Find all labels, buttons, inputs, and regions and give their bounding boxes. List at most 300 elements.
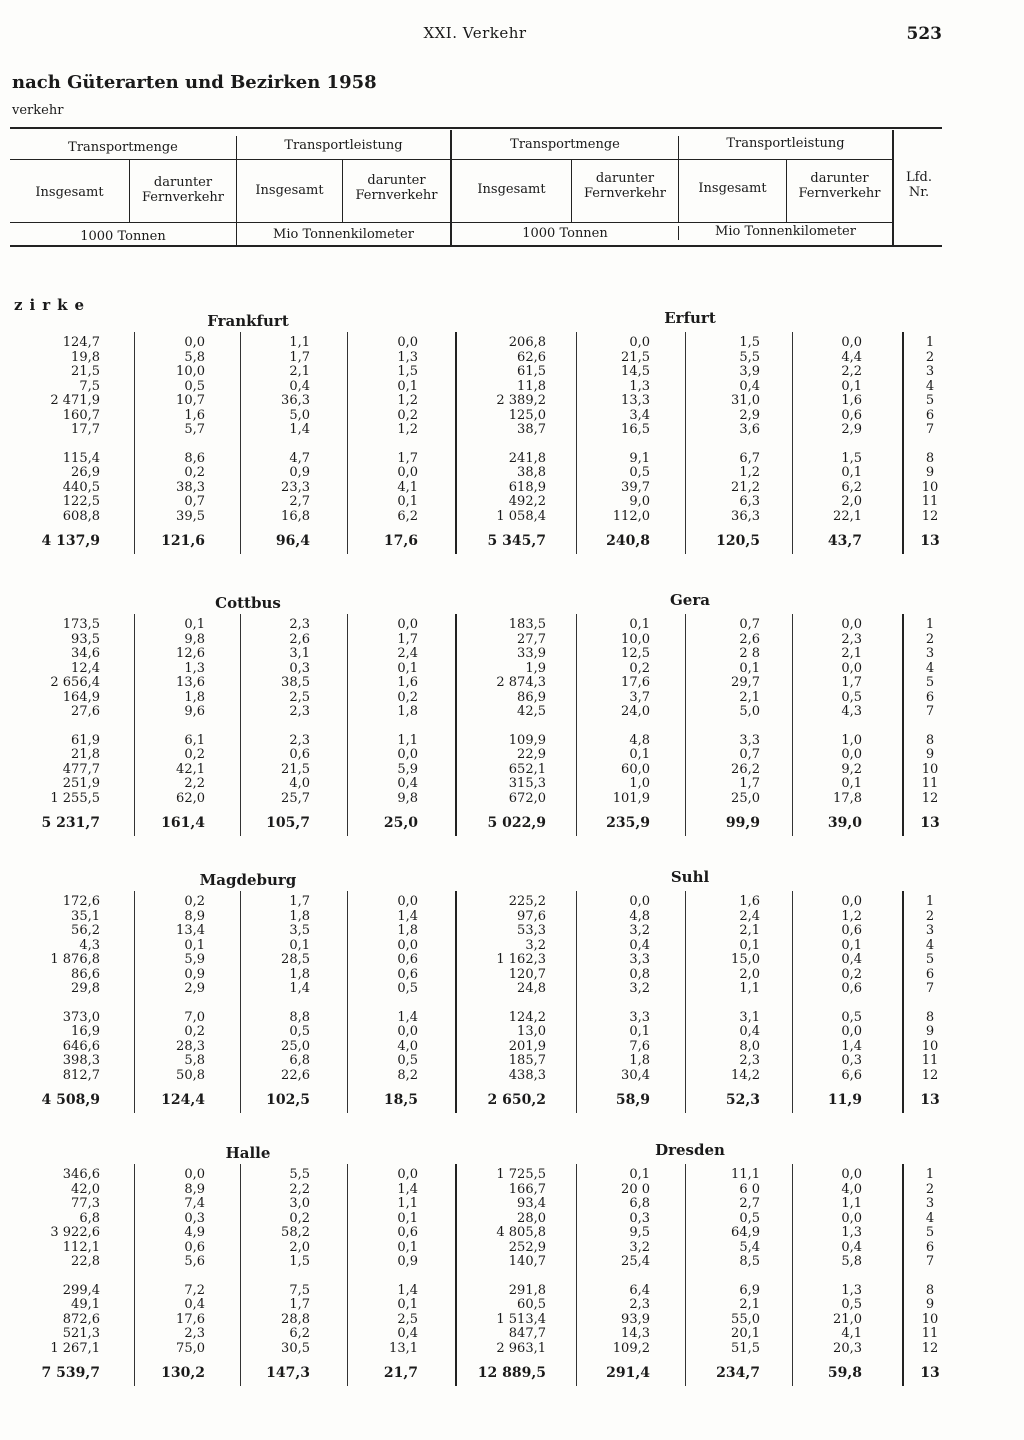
column-divider bbox=[902, 1164, 904, 1386]
table-cell: 39,5 bbox=[176, 508, 205, 524]
header-transportmenge: Transportmenge bbox=[68, 140, 178, 155]
table-cell: 10,7 bbox=[176, 393, 205, 408]
lfd-number: 4 bbox=[925, 937, 935, 953]
lfd-number: 3 bbox=[925, 364, 935, 379]
table-cell: 847,7 bbox=[508, 1326, 546, 1341]
header-transportmenge: Transportmenge bbox=[510, 137, 620, 152]
table-cell: 22,8 bbox=[71, 1254, 100, 1269]
table-cell: 6,2 bbox=[841, 479, 862, 495]
table-cell: 315,3 bbox=[508, 776, 546, 791]
row-spacer bbox=[215, 438, 310, 452]
table-cell: 1,3 bbox=[184, 660, 205, 676]
region-section bbox=[0, 868, 1024, 1121]
table-cell: 812,7 bbox=[62, 1067, 100, 1083]
header-darunter: darunter bbox=[367, 173, 426, 188]
table-cell: 2 963,1 bbox=[496, 1340, 546, 1356]
table-cell: 3,2 bbox=[629, 923, 650, 938]
header-fernverkehr: Fernverkehr bbox=[142, 190, 224, 205]
table-cell: 9,6 bbox=[184, 704, 205, 719]
header-bottom-rule bbox=[10, 245, 942, 247]
table-cell: 7,6 bbox=[629, 1038, 650, 1054]
total-cell: 39,0 bbox=[827, 815, 862, 831]
header-darunter: darunter bbox=[153, 175, 213, 190]
table-cell: 7,4 bbox=[184, 1196, 205, 1211]
lfd-number: 2 bbox=[925, 349, 935, 365]
table-cell: 58,2 bbox=[281, 1225, 310, 1240]
table-cell: 672,0 bbox=[508, 790, 546, 806]
total-cell: 21,7 bbox=[383, 1365, 418, 1381]
data-column bbox=[110, 895, 205, 1108]
table-cell: 120,7 bbox=[508, 966, 546, 982]
table-cell: 0,4 bbox=[289, 378, 310, 394]
table-cell: 0,6 bbox=[397, 966, 418, 982]
table-cell: 0,0 bbox=[397, 335, 418, 350]
data-column bbox=[767, 336, 862, 549]
table-cell: 0,7 bbox=[184, 494, 205, 509]
table-cell: 2 8 bbox=[739, 646, 760, 661]
total-cell: 58,9 bbox=[615, 1092, 650, 1108]
table-cell: 173,5 bbox=[62, 617, 100, 632]
table-cell: 241,8 bbox=[508, 450, 546, 466]
table-cell: 19,8 bbox=[71, 349, 100, 365]
region-name-left: Cottbus bbox=[215, 594, 281, 612]
header-fernverkehr: Fernverkehr bbox=[355, 188, 438, 203]
region-name-right: Dresden bbox=[655, 1141, 725, 1159]
table-cell: 251,9 bbox=[62, 776, 100, 791]
table-cell: 2,3 bbox=[841, 631, 862, 647]
table-cell: 9,5 bbox=[629, 1225, 650, 1240]
table-cell: 3,5 bbox=[289, 923, 310, 938]
table-cell: 0,0 bbox=[841, 617, 862, 632]
table-cell: 1,9 bbox=[525, 660, 546, 676]
header-darunter-fernverkehr bbox=[343, 173, 450, 203]
table-cell: 438,3 bbox=[508, 1067, 546, 1083]
table-cell: 2,7 bbox=[739, 1196, 760, 1211]
table-cell: 75,0 bbox=[176, 1340, 205, 1356]
running-title: XXI. Verkehr bbox=[423, 24, 527, 42]
table-cell: 28,0 bbox=[517, 1210, 546, 1226]
table-cell: 1,1 bbox=[841, 1196, 862, 1211]
table-cell: 4,3 bbox=[841, 704, 862, 719]
table-cell: 1,2 bbox=[739, 465, 760, 480]
table-cell: 2,2 bbox=[841, 364, 862, 379]
table-cell: 0,5 bbox=[841, 1009, 862, 1025]
table-cell: 3,2 bbox=[629, 981, 650, 996]
table-cell: 21,2 bbox=[731, 479, 760, 495]
total-cell: 120,5 bbox=[716, 533, 760, 549]
lfd-number: 11 bbox=[921, 1326, 939, 1341]
table-cell: 11,1 bbox=[731, 1167, 760, 1182]
lfd-column bbox=[910, 336, 950, 549]
total-cell: 43,7 bbox=[827, 533, 862, 549]
table-cell: 38,8 bbox=[517, 465, 546, 480]
row-spacer bbox=[5, 1270, 100, 1284]
table-cell: 183,5 bbox=[508, 617, 546, 632]
table-cell: 0,0 bbox=[841, 894, 862, 909]
lfd-column bbox=[910, 895, 950, 1108]
table-cell: 3 922,6 bbox=[50, 1225, 100, 1240]
table-cell: 5,0 bbox=[289, 407, 310, 423]
table-cell: 0,1 bbox=[397, 1239, 418, 1255]
table-cell: 2,3 bbox=[289, 732, 310, 748]
lfd-number: 4 bbox=[925, 660, 935, 676]
table-cell: 0,6 bbox=[841, 923, 862, 938]
table-cell: 1,1 bbox=[397, 1196, 418, 1211]
table-cell: 1,4 bbox=[397, 1181, 418, 1197]
lfd-number: 5 bbox=[925, 1225, 935, 1240]
table-cell: 22,6 bbox=[281, 1067, 310, 1083]
table-cell: 6,2 bbox=[397, 508, 418, 524]
table-cell: 0,0 bbox=[841, 660, 862, 676]
lfd-total: 13 bbox=[920, 1365, 940, 1381]
table-cell: 6,7 bbox=[739, 450, 760, 466]
table-cell: 5,8 bbox=[184, 1053, 205, 1068]
table-cell: 2 389,2 bbox=[496, 393, 546, 408]
lfd-number: 8 bbox=[925, 732, 935, 748]
table-cell: 12,6 bbox=[176, 646, 205, 661]
table-cell: 7,5 bbox=[79, 378, 100, 394]
lfd-number: 4 bbox=[925, 378, 935, 394]
lfd-number: 6 bbox=[925, 966, 935, 982]
table-cell: 1,7 bbox=[289, 894, 310, 909]
table-cell: 8,0 bbox=[739, 1038, 760, 1054]
table-cell: 6,6 bbox=[841, 1067, 862, 1083]
data-column bbox=[215, 618, 310, 831]
table-cell: 8,6 bbox=[184, 450, 205, 466]
lfd-number: 10 bbox=[921, 1038, 939, 1054]
table-cell: 0,5 bbox=[397, 981, 418, 996]
total-cell: 234,7 bbox=[716, 1365, 760, 1381]
lfd-number: 12 bbox=[921, 1340, 939, 1356]
table-cell: 0,0 bbox=[397, 894, 418, 909]
table-cell: 4 805,8 bbox=[496, 1225, 546, 1240]
table-cell: 5,0 bbox=[739, 704, 760, 719]
table-cell: 0,5 bbox=[184, 378, 205, 394]
column-divider bbox=[902, 614, 904, 836]
table-cell: 5,9 bbox=[184, 952, 205, 967]
row-spacer bbox=[665, 438, 760, 452]
table-cell: 2,9 bbox=[739, 407, 760, 423]
header-insgesamt: Insgesamt bbox=[477, 182, 546, 197]
row-spacer bbox=[323, 1270, 418, 1284]
total-cell: 121,6 bbox=[161, 533, 205, 549]
header-insgesamt: Insgesamt bbox=[35, 185, 104, 200]
lfd-number: 7 bbox=[925, 422, 935, 437]
table-cell: 124,2 bbox=[508, 1009, 546, 1025]
table-cell: 0,1 bbox=[289, 937, 310, 953]
table-cell: 1,3 bbox=[629, 378, 650, 394]
region-section bbox=[0, 1141, 1024, 1394]
table-cell: 0,1 bbox=[629, 617, 650, 632]
table-cell: 1,3 bbox=[841, 1282, 862, 1298]
table-cell: 60,0 bbox=[621, 761, 650, 777]
table-cell: 0,4 bbox=[739, 378, 760, 394]
total-cell: 2 650,2 bbox=[487, 1092, 546, 1108]
table-cell: 2,5 bbox=[289, 689, 310, 705]
table-cell: 31,0 bbox=[731, 393, 760, 408]
table-cell: 1,6 bbox=[184, 407, 205, 423]
table-cell: 608,8 bbox=[62, 508, 100, 524]
table-cell: 93,4 bbox=[517, 1196, 546, 1211]
table-cell: 0,6 bbox=[184, 1239, 205, 1255]
header-nr: Nr. bbox=[908, 185, 930, 200]
table-cell: 346,6 bbox=[62, 1167, 100, 1182]
table-cell: 2,1 bbox=[739, 689, 760, 705]
table-cell: 6,1 bbox=[184, 732, 205, 748]
total-cell: 147,3 bbox=[266, 1365, 310, 1381]
table-cell: 172,6 bbox=[62, 894, 100, 909]
data-column bbox=[555, 1168, 650, 1381]
total-cell: 130,2 bbox=[161, 1365, 205, 1381]
table-cell: 6,8 bbox=[289, 1053, 310, 1068]
table-cell: 25,7 bbox=[281, 790, 310, 806]
table-cell: 2,1 bbox=[289, 364, 310, 379]
table-title: nach Güterarten und Bezirken 1958 bbox=[12, 72, 377, 93]
table-cell: 5,6 bbox=[184, 1254, 205, 1269]
table-cell: 28,3 bbox=[176, 1038, 205, 1054]
table-cell: 6,4 bbox=[629, 1282, 650, 1298]
lfd-number: 11 bbox=[921, 776, 939, 791]
table-cell: 1 725,5 bbox=[496, 1167, 546, 1182]
table-cell: 25,0 bbox=[281, 1038, 310, 1054]
lfd-total: 13 bbox=[920, 533, 940, 549]
table-cell: 13,3 bbox=[621, 393, 650, 408]
table-cell: 42,0 bbox=[71, 1181, 100, 1197]
data-column bbox=[555, 336, 650, 549]
row-spacer bbox=[767, 997, 862, 1011]
table-cell: 0,1 bbox=[629, 1024, 650, 1039]
table-cell: 60,5 bbox=[517, 1297, 546, 1312]
table-cell: 4,8 bbox=[629, 732, 650, 748]
table-cell: 398,3 bbox=[62, 1053, 100, 1068]
table-cell: 0,2 bbox=[184, 1024, 205, 1039]
table-cell: 0,5 bbox=[739, 1210, 760, 1226]
table-cell: 4,1 bbox=[397, 479, 418, 495]
table-cell: 12,5 bbox=[621, 646, 650, 661]
row-spacer bbox=[323, 438, 418, 452]
table-cell: 61,9 bbox=[71, 732, 100, 748]
table-cell: 2,0 bbox=[841, 494, 862, 509]
total-cell: 5 345,7 bbox=[487, 533, 546, 549]
lfd-number: 5 bbox=[925, 393, 935, 408]
row-spacer bbox=[555, 1270, 650, 1284]
table-cell: 1 513,4 bbox=[496, 1311, 546, 1327]
table-cell: 0,1 bbox=[739, 660, 760, 676]
table-cell: 0,2 bbox=[289, 1210, 310, 1226]
table-cell: 21,5 bbox=[621, 349, 650, 365]
table-cell: 0,0 bbox=[841, 1210, 862, 1226]
table-cell: 33,9 bbox=[517, 646, 546, 661]
table-cell: 0,2 bbox=[184, 465, 205, 480]
row-spacer bbox=[665, 1270, 760, 1284]
table-cell: 0,1 bbox=[397, 1210, 418, 1226]
unit-tonnen: 1000 Tonnen bbox=[80, 229, 166, 244]
lfd-number: 11 bbox=[921, 494, 939, 509]
table-cell: 4,4 bbox=[841, 349, 862, 365]
header-top-rule bbox=[10, 127, 942, 129]
data-column bbox=[767, 895, 862, 1108]
data-column bbox=[451, 336, 546, 549]
lfd-number: 7 bbox=[925, 1254, 935, 1269]
table-cell: 12,4 bbox=[71, 660, 100, 676]
table-cell: 0,0 bbox=[629, 335, 650, 350]
table-cell: 1,7 bbox=[397, 450, 418, 466]
table-cell: 1,2 bbox=[397, 422, 418, 437]
lfd-number: 2 bbox=[925, 631, 935, 647]
table-cell: 26,9 bbox=[71, 465, 100, 480]
table-cell: 35,1 bbox=[71, 908, 100, 924]
table-cell: 291,8 bbox=[508, 1282, 546, 1298]
header-insgesamt: Insgesamt bbox=[255, 183, 324, 198]
data-column bbox=[451, 1168, 546, 1381]
row-spacer bbox=[910, 720, 950, 734]
table-cell: 9,1 bbox=[629, 450, 650, 466]
table-cell: 97,6 bbox=[517, 908, 546, 924]
table-cell: 38,7 bbox=[517, 422, 546, 437]
table-cell: 25,4 bbox=[621, 1254, 650, 1269]
table-cell: 30,5 bbox=[281, 1340, 310, 1356]
row-spacer bbox=[767, 438, 862, 452]
table-cell: 6,8 bbox=[79, 1210, 100, 1226]
row-spacer bbox=[5, 438, 100, 452]
table-cell: 1,1 bbox=[289, 335, 310, 350]
row-spacer bbox=[110, 997, 205, 1011]
table-cell: 1 267,1 bbox=[50, 1340, 100, 1356]
total-cell: 4 137,9 bbox=[41, 533, 100, 549]
lfd-number: 1 bbox=[925, 894, 935, 909]
table-cell: 2 656,4 bbox=[50, 675, 100, 690]
table-cell: 8,5 bbox=[739, 1254, 760, 1269]
unit-tkm: Mio Tonnenkilometer bbox=[273, 227, 414, 242]
table-cell: 2,4 bbox=[739, 908, 760, 924]
table-cell: 2,7 bbox=[289, 494, 310, 509]
table-cell: 16,5 bbox=[621, 422, 650, 437]
row-spacer bbox=[451, 1270, 546, 1284]
table-cell: 0,5 bbox=[629, 465, 650, 480]
lfd-number: 8 bbox=[925, 1282, 935, 1298]
lfd-number: 2 bbox=[925, 1181, 935, 1197]
lfd-column bbox=[910, 618, 950, 831]
table-cell: 1 876,8 bbox=[50, 952, 100, 967]
table-cell: 3,2 bbox=[629, 1239, 650, 1255]
table-cell: 2,5 bbox=[397, 1311, 418, 1327]
row-spacer bbox=[215, 720, 310, 734]
lfd-number: 4 bbox=[925, 1210, 935, 1226]
table-cell: 109,2 bbox=[612, 1340, 650, 1356]
header-darunter: darunter bbox=[810, 171, 869, 186]
table-cell: 4,0 bbox=[397, 1038, 418, 1054]
table-cell: 0,2 bbox=[841, 966, 862, 982]
table-cell: 2,3 bbox=[289, 617, 310, 632]
total-cell: 240,8 bbox=[606, 533, 650, 549]
table-cell: 2,3 bbox=[629, 1297, 650, 1312]
total-cell: 59,8 bbox=[827, 1365, 862, 1381]
table-cell: 4,8 bbox=[629, 908, 650, 924]
table-cell: 10,0 bbox=[621, 631, 650, 647]
data-column bbox=[215, 1168, 310, 1381]
row-spacer bbox=[767, 720, 862, 734]
table-cell: 3,3 bbox=[629, 1009, 650, 1025]
lfd-number: 12 bbox=[921, 790, 939, 806]
table-cell: 34,6 bbox=[71, 646, 100, 661]
table-cell: 93,5 bbox=[71, 631, 100, 647]
table-cell: 11,8 bbox=[517, 378, 546, 394]
total-cell: 7 539,7 bbox=[41, 1365, 100, 1381]
table-cell: 4,9 bbox=[184, 1225, 205, 1240]
table-cell: 0,2 bbox=[629, 660, 650, 676]
table-cell: 2,6 bbox=[739, 631, 760, 647]
lfd-number: 1 bbox=[925, 335, 935, 350]
lfd-number: 6 bbox=[925, 407, 935, 423]
table-cell: 2 874,3 bbox=[496, 675, 546, 690]
table-cell: 22,1 bbox=[833, 508, 862, 524]
data-column bbox=[665, 1168, 760, 1381]
table-cell: 0,1 bbox=[841, 465, 862, 480]
table-cell: 440,5 bbox=[62, 479, 100, 495]
table-cell: 38,3 bbox=[176, 479, 205, 495]
table-cell: 112,1 bbox=[62, 1239, 100, 1255]
region-name-right: Gera bbox=[670, 591, 710, 609]
row-spacer bbox=[323, 720, 418, 734]
table-cell: 1 255,5 bbox=[50, 790, 100, 806]
table-cell: 6,9 bbox=[739, 1282, 760, 1298]
table-cell: 5,8 bbox=[841, 1254, 862, 1269]
table-cell: 109,9 bbox=[508, 732, 546, 748]
table-cell: 22,9 bbox=[517, 747, 546, 762]
table-cell: 62,6 bbox=[517, 349, 546, 365]
table-cell: 1,7 bbox=[289, 1297, 310, 1312]
table-cell: 28,8 bbox=[281, 1311, 310, 1327]
row-spacer bbox=[555, 997, 650, 1011]
total-cell: 17,6 bbox=[383, 533, 418, 549]
table-cell: 1,6 bbox=[841, 393, 862, 408]
table-cell: 20 0 bbox=[621, 1181, 650, 1197]
table-cell: 2,3 bbox=[739, 1053, 760, 1068]
table-cell: 20,1 bbox=[731, 1326, 760, 1341]
table-cell: 0,6 bbox=[841, 981, 862, 996]
table-cell: 14,3 bbox=[621, 1326, 650, 1341]
table-cell: 0,1 bbox=[841, 378, 862, 394]
table-cell: 101,9 bbox=[612, 790, 650, 806]
table-cell: 0,1 bbox=[397, 494, 418, 509]
total-cell: 105,7 bbox=[266, 815, 310, 831]
table-cell: 29,7 bbox=[731, 675, 760, 690]
header-fernverkehr: Fernverkehr bbox=[584, 186, 666, 201]
table-cell: 0,0 bbox=[629, 894, 650, 909]
data-column bbox=[665, 895, 760, 1108]
lfd-number: 3 bbox=[925, 646, 935, 661]
table-cell: 1,8 bbox=[397, 704, 418, 719]
table-cell: 0,6 bbox=[841, 407, 862, 423]
table-cell: 201,9 bbox=[508, 1038, 546, 1054]
table-cell: 0,9 bbox=[289, 465, 310, 480]
table-cell: 30,4 bbox=[621, 1067, 650, 1083]
table-cell: 2,2 bbox=[184, 776, 205, 791]
table-cell: 1,4 bbox=[841, 1038, 862, 1054]
row-spacer bbox=[910, 1270, 950, 1284]
header-transportleistung: Transportleistung bbox=[284, 138, 403, 153]
data-column bbox=[110, 336, 205, 549]
table-cell: 1,0 bbox=[841, 732, 862, 748]
header-insgesamt: Insgesamt bbox=[698, 181, 767, 196]
data-column bbox=[5, 895, 100, 1108]
lfd-number: 10 bbox=[921, 1311, 939, 1327]
table-cell: 166,7 bbox=[508, 1181, 546, 1197]
table-cell: 1,7 bbox=[841, 675, 862, 690]
table-cell: 1,4 bbox=[397, 908, 418, 924]
table-cell: 1,4 bbox=[397, 1282, 418, 1298]
table-cell: 39,7 bbox=[621, 479, 650, 495]
